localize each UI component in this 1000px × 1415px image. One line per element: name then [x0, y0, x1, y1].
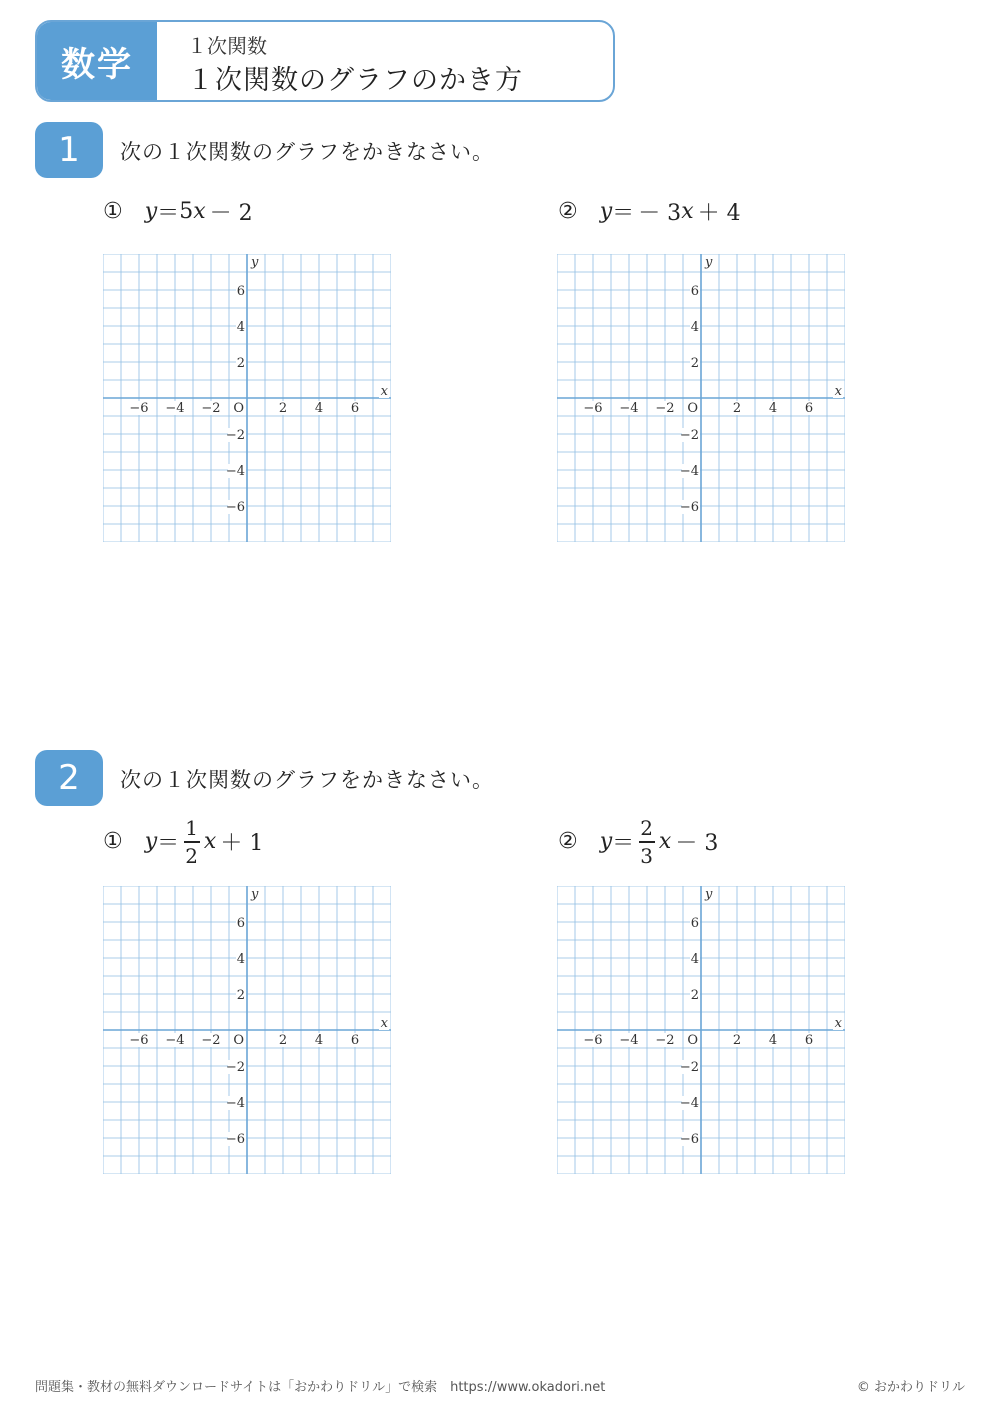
eq-coef: － 3 — [638, 201, 682, 226]
question-1-text: 次の１次関数のグラフをかきなさい。 — [120, 140, 494, 164]
y-tick-label: 6 — [236, 284, 245, 299]
q1-problem-1-equation — [103, 196, 253, 227]
y-tick-label: 6 — [236, 916, 245, 931]
q2-graph-2[interactable] — [557, 886, 845, 1174]
eq-var: x — [193, 199, 206, 224]
eq-sign: ＝ — [157, 831, 180, 857]
y-tick-label: 6 — [690, 284, 699, 299]
unit-label: １次関数 — [187, 34, 267, 58]
origin-label: O — [687, 401, 698, 416]
x-tick-label: 2 — [732, 1033, 742, 1048]
y-tick-label: 2 — [236, 356, 245, 371]
y-tick-label: 4 — [236, 320, 245, 335]
y-axis-label: y — [705, 887, 713, 902]
x-axis-label: x — [380, 384, 388, 399]
eq-var: x — [658, 829, 672, 855]
x-tick-label: 2 — [732, 401, 742, 416]
y-tick-label: −2 — [679, 428, 699, 443]
eq-lhs: y — [599, 829, 613, 855]
question-2-text: 次の１次関数のグラフをかきなさい。 — [120, 768, 494, 792]
x-tick-label: 2 — [278, 1033, 288, 1048]
subject-badge: 数学 — [37, 22, 157, 100]
y-tick-label: 4 — [690, 320, 699, 335]
q1-problem-2-equation — [558, 196, 741, 227]
y-axis-label: y — [251, 887, 259, 902]
eq-coef: 5 — [179, 199, 194, 224]
x-axis-label: x — [380, 1016, 388, 1031]
fraction-numerator: 1 — [185, 816, 198, 840]
y-tick-label: −6 — [679, 500, 699, 515]
y-tick-label: −6 — [679, 1132, 699, 1147]
x-tick-label: 4 — [314, 1033, 324, 1048]
question-1-number: 1 — [35, 122, 103, 178]
q1-graph-2[interactable] — [557, 254, 845, 542]
eq-fraction — [638, 818, 655, 866]
eq-const: ＋ 4 — [697, 201, 741, 226]
x-tick-label: 6 — [804, 1033, 814, 1048]
y-tick-label: −4 — [679, 1096, 699, 1111]
footer-site-note: 問題集・教材の無料ダウンロードサイトは「おかわりドリル」で検索 https://www.okadori.net — [35, 1380, 606, 1395]
q2-problem-1-equation — [103, 818, 263, 866]
y-tick-label: 2 — [690, 356, 699, 371]
x-tick-label: 6 — [350, 1033, 360, 1048]
x-axis-label: x — [834, 384, 842, 399]
q1-graph-1[interactable] — [103, 254, 391, 542]
y-axis-label: y — [705, 255, 713, 270]
x-tick-label: −2 — [655, 401, 675, 416]
x-tick-label: −2 — [201, 1033, 221, 1048]
y-tick-label: −2 — [225, 428, 245, 443]
y-tick-label: −2 — [679, 1060, 699, 1075]
x-tick-label: −6 — [583, 1033, 603, 1048]
y-tick-label: 2 — [236, 988, 245, 1003]
x-tick-label: 6 — [804, 401, 814, 416]
x-tick-label: −6 — [129, 401, 149, 416]
y-tick-label: 6 — [690, 916, 699, 931]
eq-sign: ＝ — [157, 201, 180, 226]
fraction-bar — [639, 841, 655, 843]
problem-mark: ① — [103, 199, 123, 224]
x-tick-label: −4 — [165, 401, 185, 416]
eq-lhs: y — [144, 199, 158, 224]
x-tick-label: −4 — [165, 1033, 185, 1048]
eq-const: － 2 — [209, 201, 253, 226]
x-tick-label: −2 — [655, 1033, 675, 1048]
eq-sign: ＝ — [612, 201, 635, 226]
eq-var: x — [681, 199, 694, 224]
page-title: １次関数のグラフのかき方 — [187, 65, 523, 96]
problem-mark: ② — [558, 829, 578, 855]
eq-const: ＋ 1 — [220, 831, 264, 857]
x-axis-label: x — [834, 1016, 842, 1031]
y-tick-label: −4 — [679, 464, 699, 479]
eq-lhs: y — [599, 199, 613, 224]
y-tick-label: −2 — [225, 1060, 245, 1075]
y-tick-label: 2 — [690, 988, 699, 1003]
fraction-bar — [184, 841, 200, 843]
y-tick-label: −6 — [225, 500, 245, 515]
y-tick-label: −4 — [225, 1096, 245, 1111]
x-tick-label: 4 — [768, 1033, 778, 1048]
y-tick-label: 4 — [236, 952, 245, 967]
x-tick-label: 6 — [350, 401, 360, 416]
footer-copyright: © おかわりドリル — [856, 1380, 965, 1395]
y-tick-label: 4 — [690, 952, 699, 967]
y-tick-label: −4 — [225, 464, 245, 479]
x-tick-label: −2 — [201, 401, 221, 416]
fraction-denominator: 3 — [640, 843, 653, 868]
y-axis-label: y — [251, 255, 259, 270]
eq-const: － 3 — [675, 831, 719, 857]
x-tick-label: 4 — [314, 401, 324, 416]
eq-lhs: y — [144, 829, 158, 855]
eq-sign: ＝ — [612, 831, 635, 857]
x-tick-label: −4 — [619, 401, 639, 416]
q2-problem-2-equation — [558, 818, 718, 866]
q2-graph-1[interactable] — [103, 886, 391, 1174]
worksheet-header — [35, 20, 615, 102]
problem-mark: ② — [558, 199, 578, 224]
origin-label: O — [233, 1033, 244, 1048]
problem-mark: ① — [103, 829, 123, 855]
eq-var: x — [203, 829, 217, 855]
fraction-numerator: 2 — [640, 816, 653, 840]
x-tick-label: −6 — [583, 401, 603, 416]
x-tick-label: −6 — [129, 1033, 149, 1048]
x-tick-label: 2 — [278, 401, 288, 416]
origin-label: O — [233, 401, 244, 416]
fraction-denominator: 2 — [185, 843, 198, 868]
x-tick-label: −4 — [619, 1033, 639, 1048]
eq-fraction — [183, 818, 200, 866]
origin-label: O — [687, 1033, 698, 1048]
x-tick-label: 4 — [768, 401, 778, 416]
y-tick-label: −6 — [225, 1132, 245, 1147]
question-2-number: 2 — [35, 750, 103, 806]
